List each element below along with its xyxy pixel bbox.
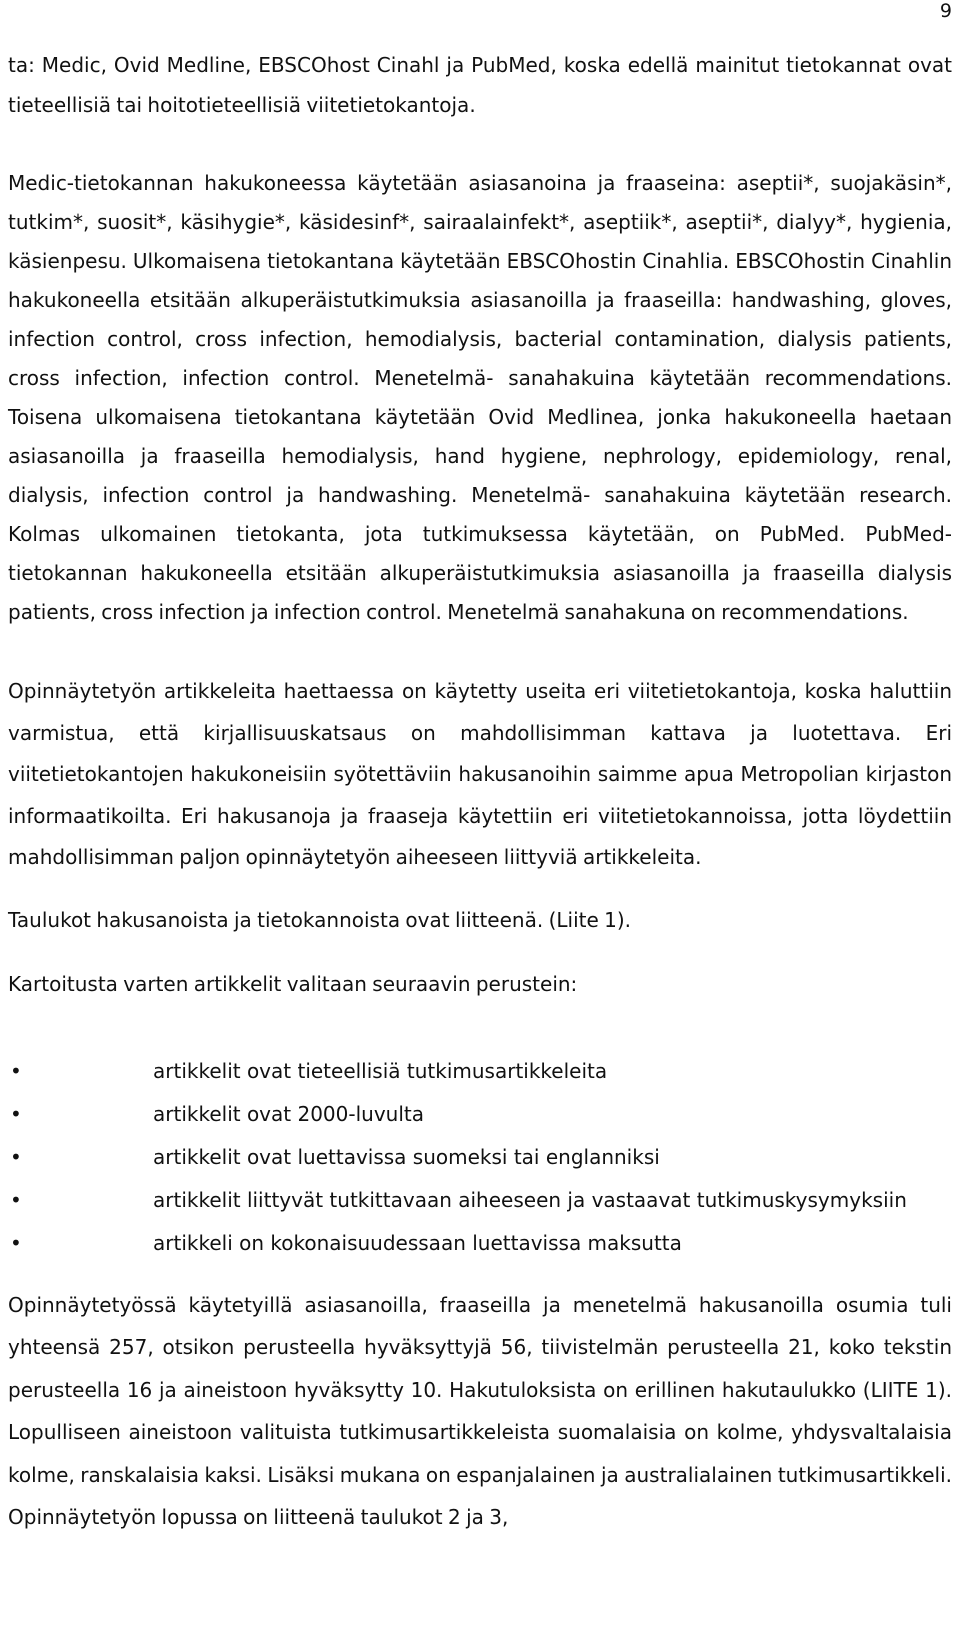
bullet-icon: • [10,1058,22,1083]
list-item-text: artikkelit ovat tieteellisiä tutkimusartikkeleita [153,1058,608,1083]
bullet-icon: • [10,1101,22,1126]
list-item [8,1179,952,1222]
list-item-text: artikkelit ovat luettavissa suomeksi tai englanniksi [153,1144,660,1169]
paragraph-tables-appendix: Taulukot hakusanoista ja tietokannoista ovat liitteenä. (Liite 1). [8,907,632,932]
list-item [8,1093,952,1136]
page-number: 9 [939,0,952,22]
paragraph-search-rationale: Opinnäytetyön artikkeleita haettaessa on käytetty useita eri viitetietokantoja, koska haluttiin varmistua, että kirjallisuuskatsaus on mahdollisimman kattava ja luotettava. Eri viitetietokantojen hakukoneisiin syötettäviin hakusanoihin saimme apua Metropolian kirjaston informaatikoilta. Eri hakusanoja ja fraaseja käytettiin eri viitetietokannoissa, jotta löydettiin mahdollisimman paljon opinnäytetyön aiheeseen liittyviä artikkeleita. [8,679,952,869]
list-item [8,1222,952,1265]
bullet-icon: • [10,1144,22,1169]
list-item-text: artikkelit ovat 2000-luvulta [153,1101,424,1126]
criteria-list [8,1050,952,1265]
bullet-icon: • [10,1230,22,1255]
list-item-text: artikkeli on kokonaisuudessaan luettavissa maksutta [153,1230,682,1255]
bullet-icon: • [10,1187,22,1212]
document-body [8,46,952,1539]
paragraph-criteria-intro: Kartoitusta varten artikkelit valitaan seuraavin perustein: [8,972,578,996]
list-item [8,1136,952,1179]
paragraph-search-results: Opinnäytetyössä käytetyillä asiasanoilla, fraaseilla ja menetelmä hakusanoilla osumia tuli yhteensä 257, otsikon perusteella hyväksyttyjä 56, tiivistelmän perusteella 21, koko tekstin perusteella 16 ja aineistoon hyväksytty 10. Hakutuloksista on erillinen hakutaulukko (LIITE 1). Lopulliseen aineistoon valituista tutkimusartikkeleista suomalaisia on kolme, yhdysvaltalaisia kolme, ranskalaisia kaksi. Lisäksi mukana on espanjalainen ja australialainen tutkimusartikkeli. Opinnäytetyön lopussa on liitteenä taulukot 2 ja 3, [8,1292,952,1530]
list-item [8,1050,952,1093]
paragraph-search-terms: Medic-tietokannan hakukoneessa käytetään asiasanoina ja fraaseina: aseptii*, suojakäsin*, tutkim*, suosit*, käsihygie*, käsidesinf*, sairaalainfekt*, aseptiik*, aseptii*, dialyy*, hygienia, käsienpesu. Ulkomaisena tietokantana käytetään EBSCOhostin Cinahlia. EBSCOhostin Cinahlin hakukoneella etsitään alkuperäistutkimuksia asiasanoilla ja fraaseilla: handwashing, gloves, infection control, cross infection, hemodialysis, bacterial contamination, dialysis patients, cross infection, infection control. Menetelmä- sanahakuina käytetään recommendations. Toisena ulkomaisena tietokantana käytetään Ovid Medlinea, jonka hakukoneella haetaan asiasanoilla ja fraaseilla hemodialysis, hand hygiene, nephrology, epidemiology, renal, dialysis, infection control ja handwashing. Menetelmä- sanahakuina käytetään research. Kolmas ulkomainen tietokanta, jota tutkimuksessa käytetään, on PubMed. PubMed- tietokannan hakukoneella etsitään alkuperäistutkimuksia asiasanoilla ja fraaseilla dialysis patients, cross infection ja infection control. Menetelmä sanahakuna on recommendations. [8,171,952,624]
list-item-text: artikkelit liittyvät tutkittavaan aiheeseen ja vastaavat tutkimuskysymyksiin [153,1187,907,1212]
paragraph-databases-intro: ta: Medic, Ovid Medline, EBSCOhost Cinahl ja PubMed, koska edellä mainitut tietokannat ovat tieteellisiä tai hoitotieteellisiä viitetietokantoja. [8,53,952,117]
